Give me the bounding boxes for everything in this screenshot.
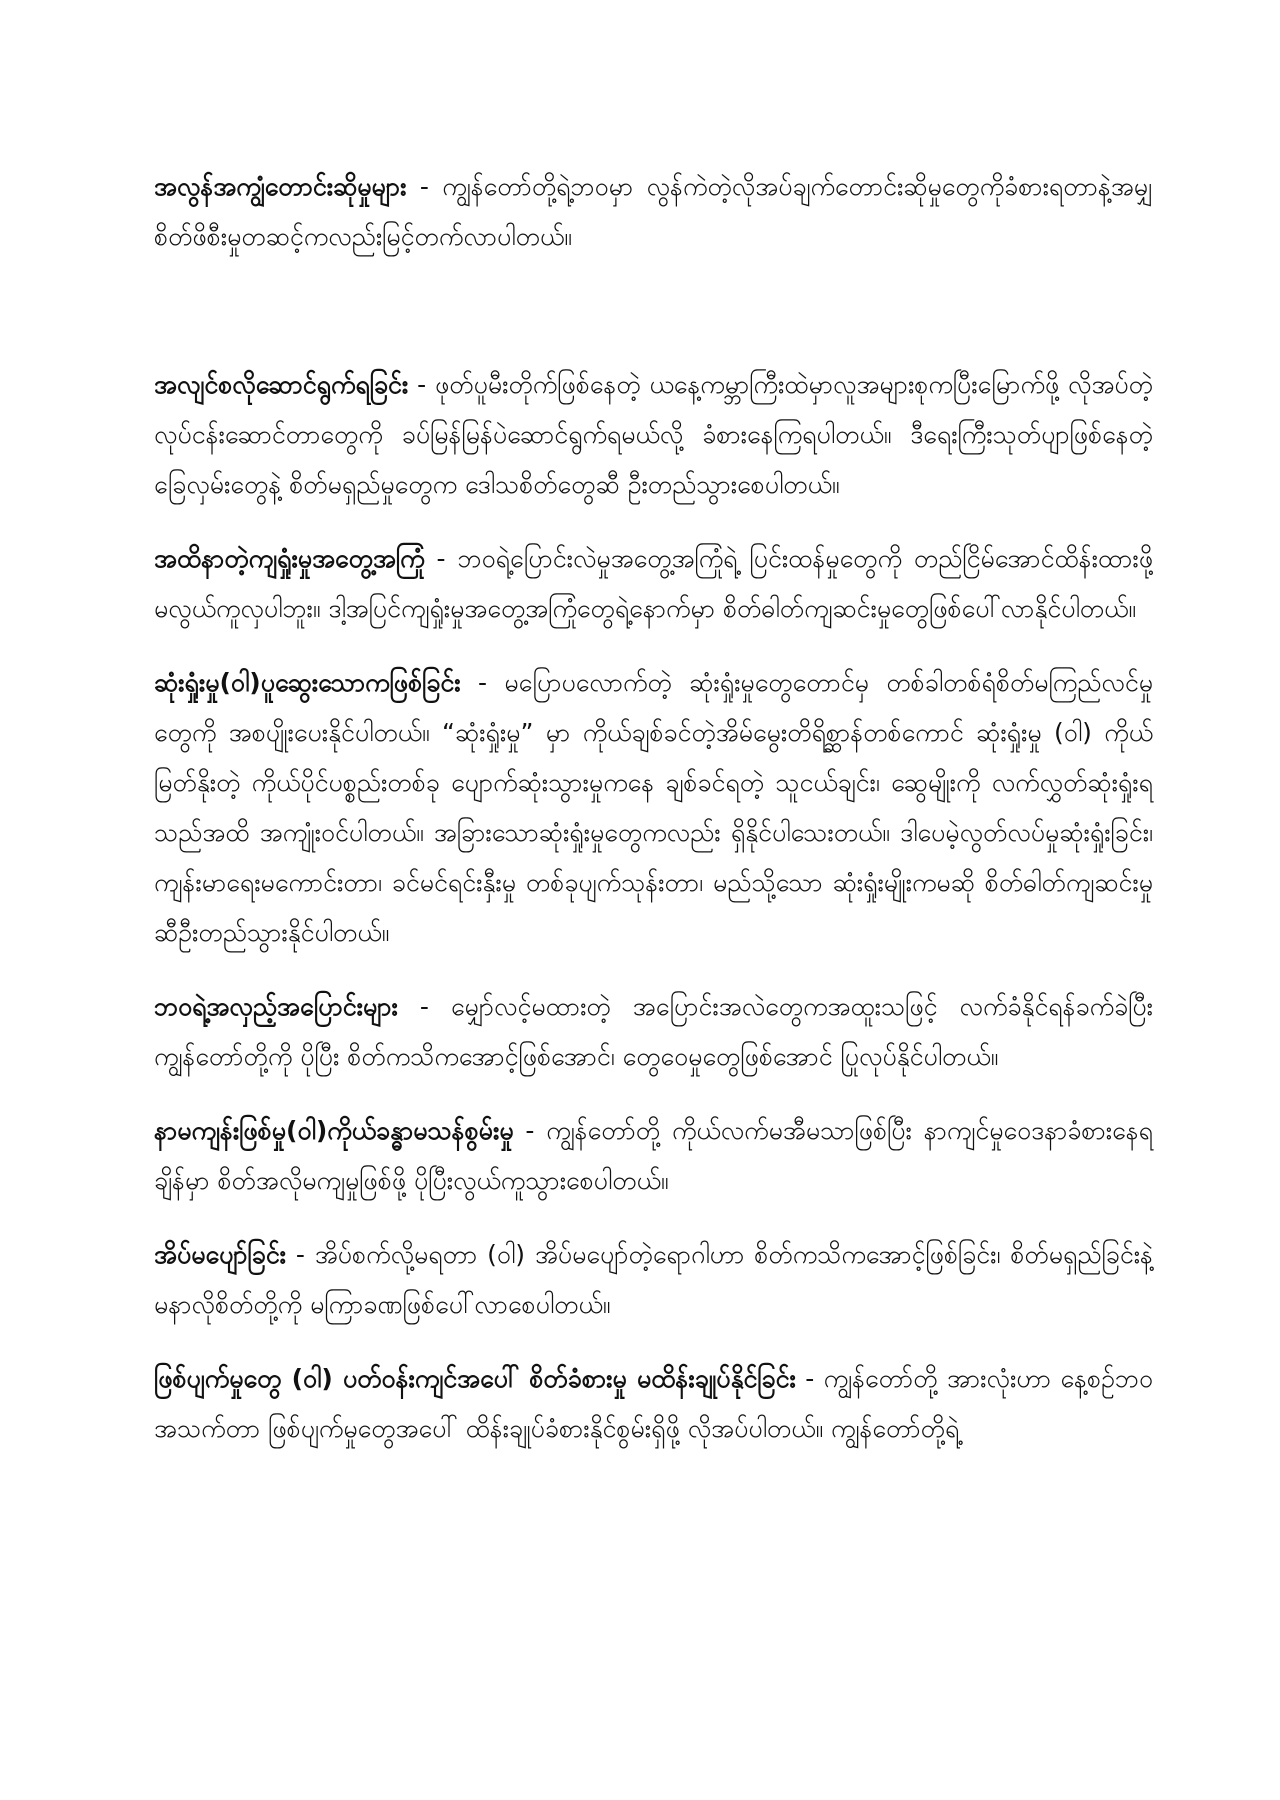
paragraph-heading: ဆုံးရှုံးမှု(ဝါ)ပူဆွေးသောကဖြစ်ခြင်း	[154, 668, 461, 697]
paragraph-heading: အိပ်မပျော်ခြင်း	[154, 1240, 287, 1269]
paragraph-body: - ကျွန်တော်တို့ ကိုယ်လက်မအီမသာဖြစ်ပြီး နာကျင်မှုဝေဒနာခံစားနေရချိန်မှာ စိတ်အလိုမကျမှုဖြစ်ဖို့ ပိုပြီးလွယ်ကူသွားစေပါတယ်။	[154, 1116, 1153, 1195]
paragraph-body: - အိပ်စက်လို့မရတာ (ဝါ) အိပ်မပျော်တဲ့ရောဂါဟာ စိတ်ကသိကအောင့်ဖြစ်ခြင်း၊ စိတ်မရှည်ခြင်းနဲ့ မနာလိုစိတ်တို့ကို မကြာခဏဖြစ်ပေါ်လာစေပါတယ်။	[154, 1240, 1153, 1319]
paragraph-illness-disability	[154, 1106, 1153, 1206]
paragraph-body: - ကျွန်တော်တို့ရဲ့ဘဝမှာ လွန်ကဲတဲ့လိုအပ်ချက်တောင်းဆိုမှုတွေကိုခံစားရတာနဲ့အမျှ စိတ်ဖိစီးမှုတဆင့်ကလည်းမြင့်တက်လာပါတယ်။	[154, 172, 1153, 251]
paragraph-body: - ဘဝရဲ့ပြောင်းလဲမှုအတွေ့အကြုံရဲ့ ပြင်းထန်မှုတွေကို တည်ငြိမ်အောင်ထိန်းထားဖို့ မလွယ်ကူလှပါဘူး။ ဒါ့အပြင်ကျရှုံးမှုအတွေ့အကြုံတွေရဲ့နောက်မှာ စိတ်ဓါတ်ကျဆင်းမှုတွေဖြစ်ပေါ်လာနိုင်ပါတယ်။	[154, 544, 1153, 623]
paragraph-heading: အလျင်စလိုဆောင်ရွက်ရခြင်း	[154, 370, 409, 399]
paragraph-heading: နာမကျန်းဖြစ်မှု(ဝါ)ကိုယ်ခန္ဓာမသန်စွမ်းမှု	[154, 1116, 514, 1145]
paragraph-heading: အလွန်အကျွံတောင်းဆိုမှုများ	[154, 172, 407, 201]
paragraph-loss-grief	[154, 658, 1153, 958]
paragraph-heading: အထိနာတဲ့ကျရှုံးမှုအတွေ့အကြုံ	[154, 544, 425, 573]
paragraph-life-changes	[154, 982, 1153, 1082]
paragraph-body: - မပြောပလောက်တဲ့ ဆုံးရှုံးမှုတွေတောင်မှ တစ်ခါတစ်ရံစိတ်မကြည်လင်မှုတွေကို အစပျိုးပေးနိုင်ပါတယ်။ “ဆုံးရှုံးမှု” မှာ ကိုယ်ချစ်ခင်တဲ့အိမ်မွေးတိရိစ္ဆာန်တစ်ကောင် ဆုံးရှုံးမှု (ဝါ) ကိုယ်မြတ်နိုးတဲ့ ကိုယ်ပိုင်ပစ္စည်းတစ်ခု ပျောက်ဆုံးသွားမှုကနေ ချစ်ခင်ရတဲ့ သူငယ်ချင်း၊ ဆွေမျိုးကို လက်လွှတ်ဆုံးရှုံးရသည်အထိ အကျုံးဝင်ပါတယ်။ အခြားသောဆုံးရှုံးမှုတွေကလည်း ရှိနိုင်ပါသေးတယ်။ ဒါပေမဲ့လွတ်လပ်မှုဆုံးရှုံးခြင်း၊ ကျန်းမာရေးမကောင်းတာ၊ ခင်မင်ရင်းနှီးမှု တစ်ခုပျက်သုန်းတာ၊ မည်သို့သော ဆုံးရှုံးမျိုးကမဆို စိတ်ဓါတ်ကျဆင်းမှုဆီဦးတည်သွားနိုင်ပါတယ်။	[154, 668, 1153, 947]
paragraph-body: - မျှော်လင့်မထားတဲ့ အပြောင်းအလဲတွေကအထူးသဖြင့် လက်ခံနိုင်ရန်ခက်ခဲပြီး ကျွန်တော်တို့ကို ပိုပြီး စိတ်ကသိကအောင့်ဖြစ်အောင်၊ တွေဝေမှုတွေဖြစ်အောင် ပြုလုပ်နိုင်ပါတယ်။	[154, 992, 1153, 1071]
paragraph-rushing	[154, 360, 1153, 510]
paragraph-excessive-demands	[154, 162, 1153, 262]
paragraph-body: - ဖုတ်ပူမီးတိုက်ဖြစ်နေတဲ့ ယနေ့ကမ္ဘာကြီးထဲမှာလူအများစုကပြီးမြောက်ဖို့ လိုအပ်တဲ့လုပ်ငန်းဆောင်တာတွေကို ခပ်မြန်မြန်ပဲဆောင်ရွက်ရမယ်လို့ ခံစားနေကြရပါတယ်။ ဒီရေးကြီးသုတ်ပျာဖြစ်နေတဲ့ခြေလှမ်းတွေနဲ့ စိတ်မရှည်မှုတွေက ဒေါသစိတ်တွေဆီ ဦးတည်သွားစေပါတယ်။	[154, 370, 1153, 499]
paragraph-insomnia	[154, 1230, 1153, 1330]
paragraph-lack-of-control	[154, 1354, 1153, 1454]
paragraph-painful-failure	[154, 534, 1153, 634]
paragraph-heading: ဘဝရဲ့အလှည့်အပြောင်းများ	[154, 992, 398, 1021]
paragraph-heading: ဖြစ်ပျက်မှုတွေ (ဝါ) ပတ်ဝန်းကျင်အပေါ် စိတ်ခံစားမှု မထိန်းချုပ်နိုင်ခြင်း	[154, 1364, 796, 1393]
paragraph-body: - ကျွန်တော်တို့ အားလုံးဟာ နေ့စဉ်ဘဝအသက်တာ ဖြစ်ပျက်မှုတွေအပေါ် ထိန်းချုပ်ခံစားနိုင်စွမ်းရှိဖို့ လိုအပ်ပါတယ်။ ကျွန်တော်တို့ရဲ့	[154, 1364, 1153, 1443]
